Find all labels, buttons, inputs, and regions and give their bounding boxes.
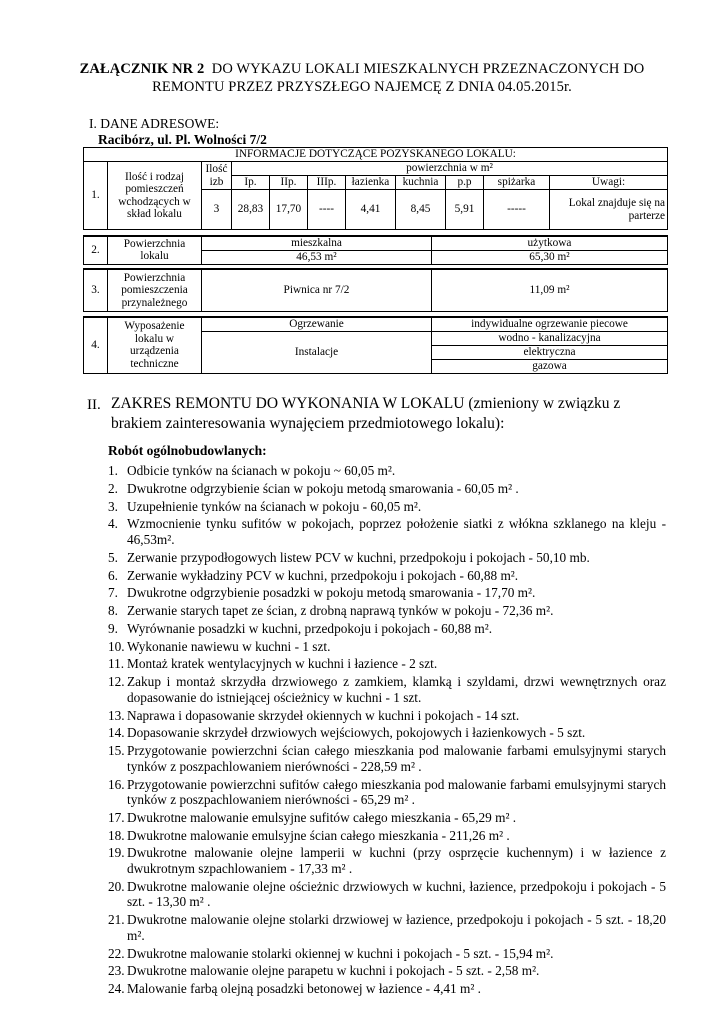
list-item-text: Odbicie tynków na ścianach w pokoju ~ 60,05 m². (127, 463, 396, 478)
list-item-number: 17. (108, 809, 125, 825)
col-header: kuchnia (396, 176, 446, 190)
installations-label: Instalacje (202, 331, 432, 373)
works-subheading: Robót ogólnobudowlanych: (108, 443, 267, 458)
document-title (70, 60, 654, 96)
works-list (108, 463, 666, 999)
list-item-number: 2. (108, 480, 118, 496)
list-item-text: Dwukrotne malowanie emulsyjne ścian całego mieszkania - 211,26 m² . (127, 827, 510, 843)
list-item (108, 879, 666, 910)
area-header: powierzchnia w m² (232, 162, 668, 176)
list-item-text: Dwukrotne malowanie olejne stolarki drzwiowej w łazience, przedpokoju i pokojach - 5 szt. - 18,20 m². (127, 912, 666, 943)
list-item-number: 5. (108, 549, 118, 565)
list-item-number: 13. (108, 707, 125, 723)
equipment-table (83, 316, 668, 374)
list-item-text: Malowanie farbą olejną posadzki betonowej w łazience - 4,41 m² . (127, 981, 482, 997)
residential-value: 46,53 m² (202, 250, 432, 264)
list-item (108, 639, 666, 655)
list-item-text: Zerwanie starych tapet ze ścian, z drobną naprawą tynków w pokoju - 72,36 m². (127, 603, 554, 619)
list-item-number: 24. (108, 981, 125, 997)
list-item-text: Dwukrotne odgrzybienie ścian w pokoju metodą smarowania - 60,05 m² . (127, 480, 519, 496)
list-item (108, 516, 666, 547)
list-item-number: 16. (108, 776, 125, 792)
row3-num: 3. (84, 269, 108, 311)
list-item-text: Naprawa i dopasowanie skrzydeł okiennych w kuchni i pokojach - 14 szt. (127, 707, 520, 723)
list-item (108, 946, 666, 962)
heating-label: Ogrzewanie (202, 317, 432, 331)
list-item-text: Dwukrotne odgrzybienie posadzki w pokoju metodą smarowania - 17,70 m². (127, 585, 536, 601)
list-item-number: 10. (108, 638, 125, 654)
list-item-text: Zerwanie przypodłogowych listew PCV w kuchni, przedpokoju i pokojach - 50,10 mb. (127, 549, 590, 565)
list-item-text: Dwukrotne malowanie olejne lamperii w kuchni (przy osprzęcie kuchennym) i w łazience z dwukrotnym szpachlowaniem - 17,33 m² . (127, 845, 666, 877)
list-item-text: Przygotowanie powierzchni ścian całego mieszkania pod malowanie farbami emulsyjnymi starych tynków z poszpachlowaniem nierówności - 228,59 m² . (127, 743, 666, 774)
list-item-text: Wykonanie nawiewu w kuchni - 1 szt. (127, 638, 331, 654)
list-item (108, 463, 666, 479)
title-bold: ZAŁĄCZNIK NR 2 (79, 61, 205, 77)
list-item-number: 1. (108, 463, 118, 478)
count-value: 3 (202, 190, 232, 230)
heating-value: indywidualne ogrzewanie piecowe (432, 317, 668, 331)
list-item-number: 21. (108, 912, 125, 928)
list-item-number: 19. (108, 845, 125, 861)
installation-value: gazowa (432, 359, 668, 373)
list-item-text: Przygotowanie powierzchni sufitów całego mieszkania pod malowanie farbami emulsyjnymi starych tynków z poszpachlowaniem nierówności - 65,29 m² . (127, 776, 666, 808)
info-table (83, 147, 668, 230)
section2-number: II. (87, 397, 101, 413)
row2-num: 2. (84, 236, 108, 264)
list-item (108, 725, 666, 741)
row4-num: 4. (84, 317, 108, 373)
col-header: łazienka (346, 176, 396, 190)
installation-value: wodno - kanalizacyjna (432, 331, 668, 345)
list-item (108, 621, 666, 637)
list-item-number: 20. (108, 878, 125, 894)
list-item (108, 845, 666, 876)
list-item-text: Dwukrotne malowanie stolarki okiennej w kuchni i pokojach - 5 szt. - 15,94 m². (127, 945, 554, 961)
list-item (108, 585, 666, 601)
list-item-number: 22. (108, 945, 125, 961)
col-header: IIp. (270, 176, 308, 190)
area-value: 8,45 (396, 190, 446, 230)
list-item-text: Dopasowanie skrzydeł drzwiowych wejściowych, pokojowych i łazienkowych - 5 szt. (127, 725, 586, 741)
section2-heading: ZAKRES REMONTU DO WYKONANIA W LOKALU (zmieniony w związku z brakiem zainteresowania wynajęciem przedmiotowego lokalu): (111, 395, 621, 432)
title-rest: DO WYKAZU LOKALI MIESZKALNYCH PRZEZNACZONYCH DO REMONTU PRZEZ PRZYSZŁEGO NAJEMCĘ Z DNIA 04.05.2015r. (152, 61, 645, 95)
list-item-text: Dwukrotne malowanie emulsyjne sufitów całego mieszkania - 65,29 m² . (127, 809, 517, 825)
list-item-text: Dwukrotne malowanie olejne ościeżnic drzwiowych w kuchni, łazience, przedpokoju i pokojach - 5 szt. - 13,30 m² . (127, 878, 666, 910)
remarks-value: Lokal znajduje się na parterze (550, 190, 668, 230)
list-item (108, 656, 666, 672)
info-header: INFORMACJE DOTYCZĄCE POZYSKANEGO LOKALU: (84, 148, 668, 162)
list-item (108, 708, 666, 724)
surface-table (83, 235, 668, 265)
area-value: 17,70 (270, 190, 308, 230)
list-item-text: Montaż kratek wentylacyjnych w kuchni i łazience - 2 szt. (127, 656, 438, 672)
basement-value: Piwnica nr 7/2 (202, 269, 432, 311)
list-item (108, 603, 666, 619)
list-item-number: 3. (108, 498, 118, 514)
list-item-number: 6. (108, 567, 118, 583)
list-item-number: 4. (108, 516, 118, 532)
list-item-number: 8. (108, 603, 118, 619)
usable-header: użytkowa (432, 236, 668, 250)
auxiliary-table (83, 268, 668, 312)
col-header: Uwagi: (550, 176, 668, 190)
installation-value: elektryczna (432, 345, 668, 359)
list-item-text: Zakup i montaż skrzydła drzwiowego z zamkiem, klamką i szyldami, drzwi wewnętrznych oraz dopasowanie do istniejącej ościeżnicy w kuchni - 1 szt. (127, 674, 666, 705)
list-item (108, 912, 666, 943)
list-item-number: 14. (108, 725, 125, 741)
list-item (108, 810, 666, 826)
row2-label: Powierzchnia lokalu (108, 236, 202, 264)
list-item (108, 743, 666, 774)
list-item (108, 674, 666, 705)
col-header: p.p (446, 176, 484, 190)
list-item-number: 15. (108, 743, 125, 759)
list-item (108, 777, 666, 808)
section1-heading: I. DANE ADRESOWE: (89, 116, 220, 131)
list-item (108, 981, 666, 997)
list-item (108, 550, 666, 566)
area-value: 4,41 (346, 190, 396, 230)
usable-value: 65,30 m² (432, 250, 668, 264)
count-header: Ilość izb (202, 162, 232, 190)
list-item-text: Dwukrotne malowanie olejne parapetu w kuchni i pokojach - 5 szt. - 2,58 m². (127, 963, 540, 979)
list-item-number: 12. (108, 674, 125, 690)
list-item-number: 9. (108, 620, 118, 636)
list-item (108, 963, 666, 979)
list-item-text: Wzmocnienie tynku sufitów w pokojach, poprzez położenie siatki z włókna szklanego na kleju - 46,53m². (127, 516, 666, 547)
area-value: ---- (308, 190, 346, 230)
list-item-number: 18. (108, 827, 125, 843)
list-item-text: Zerwanie wykładziny PCV w kuchni, przedpokoju i pokojach - 60,88 m². (127, 567, 519, 583)
row1-label: Ilość i rodzaj pomieszczeń wchodzących w skład lokalu (108, 162, 202, 230)
list-item (108, 828, 666, 844)
row3-label: Powierzchnia pomieszczenia przynależnego (108, 269, 202, 311)
list-item-number: 11. (108, 656, 125, 672)
list-item-number: 23. (108, 963, 125, 979)
area-value: 5,91 (446, 190, 484, 230)
residential-header: mieszkalna (202, 236, 432, 250)
col-header: IIIp. (308, 176, 346, 190)
list-item (108, 481, 666, 497)
address: Racibórz, ul. Pl. Wolności 7/2 (98, 132, 267, 147)
list-item-text: Uzupełnienie tynków na ścianach w pokoju - 60,05 m². (127, 498, 422, 514)
col-header: Ip. (232, 176, 270, 190)
area-value: ----- (484, 190, 550, 230)
area-value: 28,83 (232, 190, 270, 230)
row4-label: Wyposażenie lokalu w urządzenia techniczne (108, 317, 202, 373)
row1-num: 1. (84, 162, 108, 230)
list-item-number: 7. (108, 585, 118, 601)
list-item (108, 568, 666, 584)
list-item-text: Wyrównanie posadzki w kuchni, przedpokoju i pokojach - 60,88 m². (127, 620, 493, 636)
col-header: spiżarka (484, 176, 550, 190)
basement-area: 11,09 m² (432, 269, 668, 311)
list-item (108, 499, 666, 515)
